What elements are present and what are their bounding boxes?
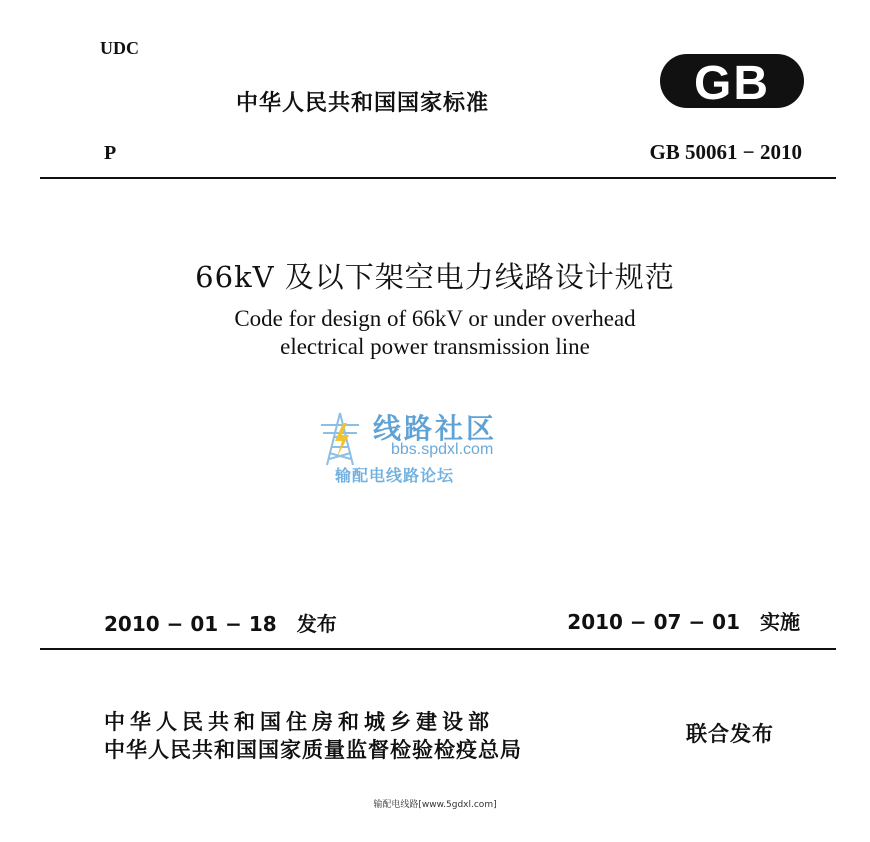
issue-date: 2010 − 01 − 18 发布	[104, 612, 337, 636]
issuer-ministry: 中华人民共和国住房和城乡建设部	[104, 710, 494, 734]
header-divider	[40, 177, 836, 179]
classification-code: P	[104, 142, 117, 164]
footer-source: 输配电线路[www.5gdxl.com]	[373, 800, 497, 810]
watermark-url: bbs.spdxl.com	[391, 441, 494, 458]
gb-logo	[658, 52, 806, 110]
date-divider	[40, 648, 836, 650]
watermark-title: 线路社区	[373, 412, 498, 445]
implementation-date: 2010 − 07 − 01 实施	[567, 610, 800, 634]
udc-label: UDC	[100, 38, 139, 58]
joint-issue-label: 联合发布	[686, 722, 774, 746]
national-standard-title: 中华人民共和国国家标准	[236, 91, 490, 116]
title-english-line1: Code for design of 66kV or under overhead	[234, 306, 636, 331]
tower-icon	[313, 409, 367, 469]
title-english-line2: electrical power transmission line	[280, 334, 590, 359]
watermark-subtitle: 输配电线路论坛	[335, 466, 455, 485]
standard-code: GB 50061 − 2010	[649, 140, 802, 164]
svg-text:GB: GB	[694, 57, 770, 110]
watermark	[305, 405, 565, 495]
title-chinese: 66kV 及以下架空电力线路设计规范	[195, 260, 675, 294]
issuer-aqsiq: 中华人民共和国国家质量监督检验检疫总局	[104, 738, 522, 762]
